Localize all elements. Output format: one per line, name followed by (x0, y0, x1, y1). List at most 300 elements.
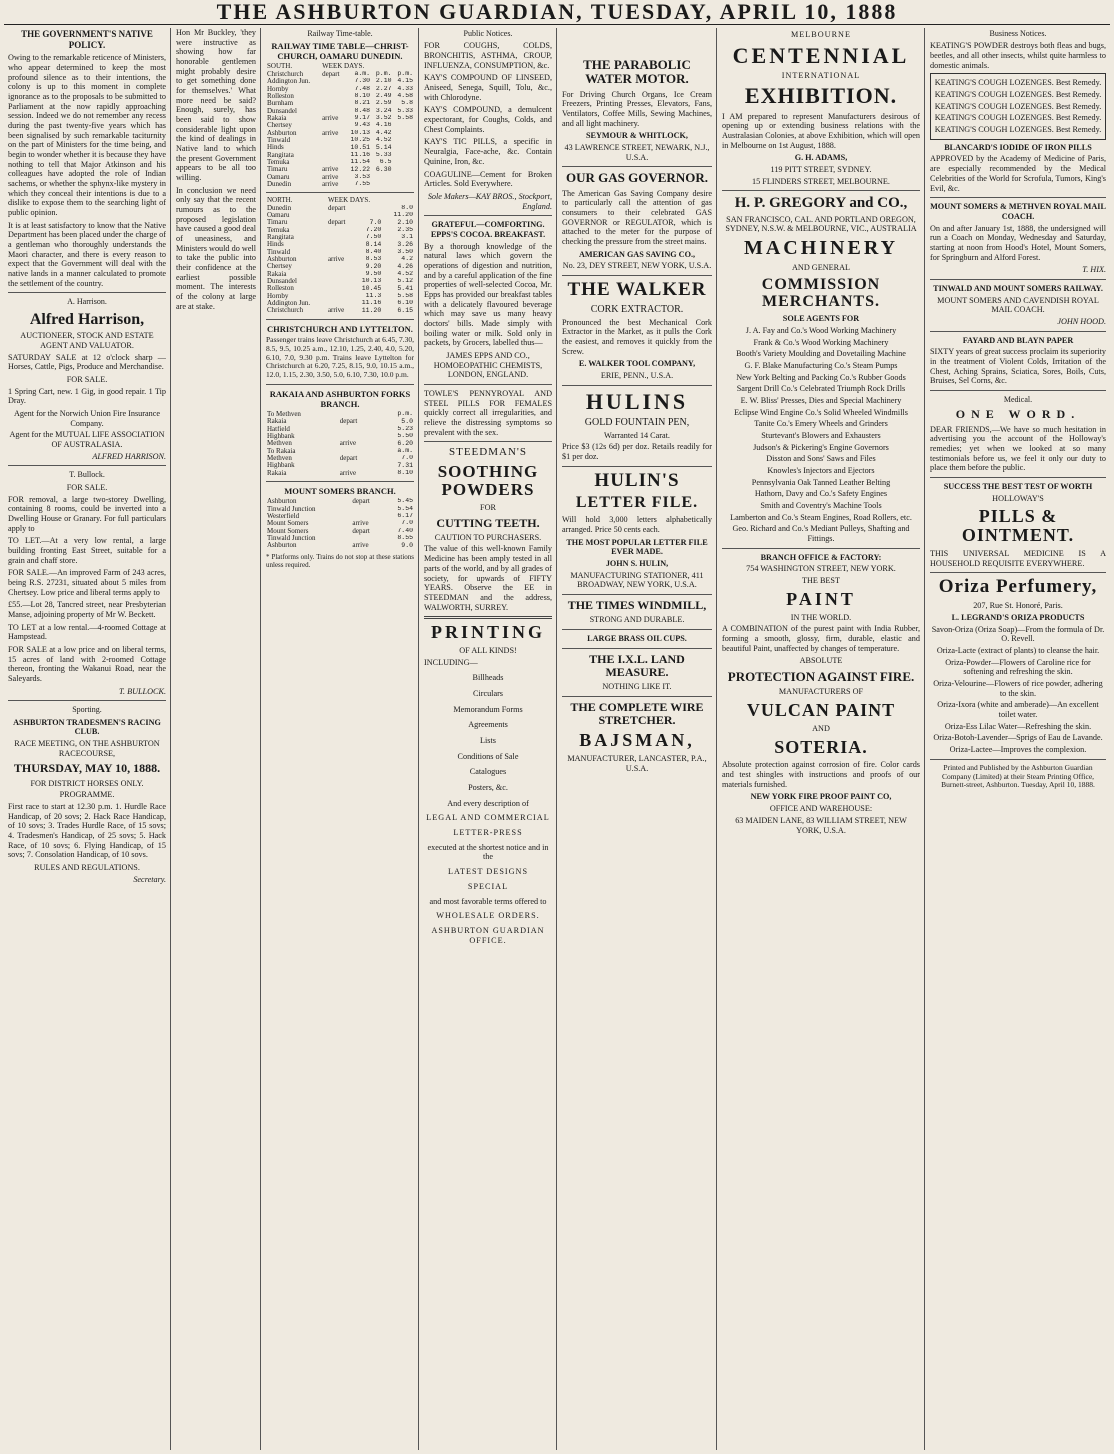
race-subtitle: FOR DISTRICT HORSES ONLY. (30, 778, 144, 788)
timetable-row (266, 440, 414, 447)
timetable-cell (393, 137, 415, 144)
station-name: Tinwald Junction (267, 534, 316, 542)
advert-section-heading: A. Harrison. (67, 297, 107, 307)
station-name: Addington Jun. (267, 300, 311, 308)
timetable-cell: depart (327, 219, 346, 227)
bullock-advert: TO LET at a low rental.—4-roomed Cottage at Hampstead. (8, 622, 166, 642)
agents-heading: SOLE AGENTS FOR (782, 314, 860, 324)
oriza-item: Oriza-Ess Lilac Water—Refreshing the skin. (944, 721, 1092, 731)
timetable-row (266, 71, 414, 78)
gas-governor-signature: AMERICAN GAS SAVING CO., (578, 249, 696, 259)
timetable-cell (393, 152, 415, 159)
timetable-cell: 3.50 (397, 248, 413, 255)
somers-title: MOUNT SOMERS BRANCH. (284, 486, 396, 497)
station-name: Rakaia (267, 270, 287, 278)
station-name: Rakaia (267, 418, 287, 426)
windmill-subtitle: STRONG AND DURABLE. (589, 615, 685, 625)
public-notices-heading: Public Notices. (463, 29, 513, 38)
agent-line: Disston and Sons' Saws and Files (766, 454, 876, 464)
timetable-head: SOUTH. (267, 63, 293, 71)
oriza-item: Oriza-Lacte (extract of plants) to cleanse the hair. (936, 646, 1100, 655)
timetable-cell: 5.58 (397, 292, 413, 300)
timetable-cell (327, 263, 353, 270)
timetable-row (266, 307, 414, 314)
windmill-title: THE TIMES WINDMILL, (567, 598, 707, 613)
timetable-cell: 3.1 (401, 234, 413, 241)
oriza-item: Savon-Oriza (Oriza Soap)—From the formula of Dr. O. Revell. (931, 624, 1105, 644)
station-name: Rakaia (267, 469, 287, 477)
branch-address: 754 WASHINGTON STREET, NEW YORK. (746, 564, 896, 574)
timetable-cell: 4.58 (397, 92, 413, 100)
parabolic-body: For Driving Church Organs, Ice Cream Freezers, Printing Presses, Elevators, Fans, Ventilators, Coffee Mills, Sewing Machines, and all light machinery. (562, 89, 712, 128)
timetable-cell: 6.30 (375, 166, 392, 173)
timetable-cell: depart (327, 204, 346, 212)
oriza-address: 207, Rue St. Honoré, Paris. (973, 601, 1063, 611)
alfred-harrison-agent-mutual: Agent for the MUTUAL LIFE ASSOCIATION OF AUSTRALASIA. (9, 430, 165, 450)
station-name: Tinwald (267, 136, 291, 144)
printing-latest: LATEST DESIGNS (447, 867, 529, 877)
timetable-row (266, 93, 414, 100)
timetable-row (266, 152, 414, 159)
timetable-cell: arrive (352, 542, 369, 550)
ixl-subtitle: NOTHING LIKE IT. (602, 681, 672, 691)
gas-governor-title: OUR GAS GOVERNOR. (566, 170, 708, 186)
hulins-file-signature: JOHN S. HULIN, (605, 559, 669, 569)
commission-title: COMMISSION MERCHANTS. (761, 275, 881, 310)
timetable-cell: 7.0 (401, 455, 413, 462)
timetable-cell: 5.54 (397, 505, 413, 512)
timetable-cell: 5.58 (397, 114, 413, 122)
timetable-cell (327, 271, 353, 278)
blancard-body: APPROVED by the Academy of Medicine of Paris, are especially recommended by the Medical Celebrities of the World for Scrofula, Tumors, King's Evil, &c. (930, 154, 1106, 193)
timetable-cell (321, 93, 345, 100)
timetable-cell: arrive (352, 520, 369, 528)
exhibition-body: I AM prepared to represent Manufacturers desirous of opening up or extending business relations with the Australasian Colonies, at above Exhibition, which will open in Melbourne on 1st August, 1888. (722, 111, 920, 150)
protection-title: PROTECTION AGAINST FIRE. (727, 669, 915, 685)
station-name: Temuka (267, 226, 290, 234)
column-rule (260, 28, 261, 1450)
column-7 (926, 28, 1110, 1450)
timetable-cell: 11.3 (365, 292, 382, 300)
holloway-success: SUCCESS THE BEST TEST OF WORTH (943, 481, 1093, 491)
kay-advert: KAY'S COMPOUND OF LINSEED, Aniseed, Senega, Squill, Tolu, &c., with Chlorodyne. (424, 73, 552, 102)
timetable-row (266, 227, 414, 234)
walker-address: ERIE, PENN., U.S.A. (600, 371, 674, 381)
timetable-cell: a.m. (397, 447, 413, 455)
paint-best: THE BEST (802, 576, 840, 586)
timetable-row (266, 130, 414, 137)
timetable-cell (351, 513, 384, 520)
timetable-cell (351, 535, 384, 542)
timetable-cell: 3.53 (354, 173, 371, 180)
kay-advert: COAGULINE—Cement for Broken Articles. Sold Everywhere. (424, 169, 552, 189)
agent-line: Geo. Richard and Co.'s Mediant Pulleys, Shafting and Fittings. (732, 524, 910, 544)
printing-item: Posters, &c. (468, 783, 508, 793)
holloway-title: PILLS & OINTMENT. (961, 506, 1075, 546)
timetable-cell (339, 426, 379, 433)
timetable-cell: 6.20 (397, 440, 413, 447)
timetable-cell: 9.20 (365, 263, 382, 270)
timetable-cell: 4.15 (397, 78, 413, 85)
tinwald-title: TINWALD AND MOUNT SOMERS RAILWAY. (933, 283, 1103, 293)
race-date: THURSDAY, MAY 10, 1888. (13, 761, 161, 776)
hulins-file-title: HULIN'S (594, 469, 680, 491)
kay-signature: Sole Makers—KAY BROS., Stockport, England. (427, 191, 552, 211)
timetable-row (266, 122, 414, 129)
general-label: AND GENERAL (792, 263, 850, 273)
printing-item: Conditions of Sale (457, 751, 519, 761)
race-programme-body: First race to start at 12.30 p.m. 1. Hurdle Race Handicap, of 20 sovs; 2. Hack Race Handicap, of 10 sovs; 3. Trades Hurdle Race, of 15 sovs; 4. Tradesmen's Handicap, of 25 sovs; 5. Hack Race, of 10 sovs; 6. Flying Handicap, of 15 sovs; 7. Consolation Handicap, of 10 sovs. (8, 801, 166, 860)
timetable-cell: 4.52 (397, 270, 413, 278)
timetable-row (266, 520, 414, 527)
station-name: Rakaia (267, 114, 287, 122)
timetable-rakaia (266, 411, 414, 477)
station-name: Addington Jun. (267, 78, 311, 86)
agent-line: Eclipse Wind Engine Co.'s Solid Wheeled Windmills (734, 407, 908, 417)
gregory-cities: SAN FRANCISCO, CAL. AND PORTLAND OREGON, SYDNEY, N.S.W. & MELBOURNE, VIC., AUSTRALIA (725, 214, 917, 234)
timetable-row (266, 144, 414, 151)
masthead-title: THE ASHBURTON GUARDIAN, TUESDAY, APRIL 10, 1888 (216, 0, 898, 24)
timetable-cell: 8.14 (365, 241, 382, 248)
printing-item: Circulars (472, 689, 503, 699)
timetable-row (266, 137, 414, 144)
agent-line: Lamberton and Co.'s Steam Engines, Road Rollers, etc. (730, 512, 912, 522)
parabolic-title: THE PARABOLIC WATER MOTOR. (583, 57, 691, 87)
timetable-cell: 8.0 (401, 204, 413, 211)
editorial-paragraph: Hon Mr Buckley, 'they were instructive as showing how far honorable gentlemen might probably desire to get something done for themselves.' What more need be said? Enough, surely, has been said to show considerable light upon the kind of dealings in Native land to which the present Government appears to be all too willing. (176, 28, 256, 183)
timetable-row (266, 159, 414, 166)
branch-heading: BRANCH OFFICE & FACTORY: (760, 552, 882, 562)
timetable-cell: 5.45 (397, 498, 413, 505)
alfred-harrison-agent: Agent for the Norwich Union Fire Insurance Company. (14, 409, 160, 428)
alfred-harrison-trade: AUCTIONEER, STOCK AND ESTATE AGENT AND VALUATOR. (20, 331, 154, 351)
imprint-footer: Printed and Published by the Ashburton Guardian Company (Limited) at their Steam Printing Office, Burnett-street, Ashburton. Tuesday, April 10, 1888. (941, 762, 1095, 790)
centennial-title: CENTENNIAL (732, 42, 910, 68)
timetable-cell: 4.16 (375, 122, 392, 129)
timetable-cell (351, 506, 384, 513)
agent-line: J. A. Fay and Co.'s Wood Working Machinery (745, 326, 897, 336)
timetable-row (266, 455, 414, 462)
timetable-cell: 5.41 (397, 285, 413, 292)
printing-executed: executed at the shortest notice and in the (427, 842, 549, 862)
timetable-footnote: * Platforms only. Trains do not stop at these stations unless required. (266, 552, 414, 569)
timetable-cell: 7.0 (369, 219, 382, 226)
masthead (0, 0, 1114, 24)
timetable-row (266, 535, 414, 542)
agent-line: Frank & Co.'s Wood Working Machinery (753, 337, 889, 347)
column-rule (924, 28, 925, 1450)
alfred-harrison-forsale: FOR SALE. (66, 375, 108, 385)
station-name: Chertsey (267, 263, 292, 271)
timetable-row (266, 411, 414, 418)
timetable-cell: 9.50 (365, 270, 382, 278)
station-name: Timaru (267, 166, 288, 174)
paint-title: PAINT (786, 588, 856, 609)
bullock-signature: T. BULLOCK. (119, 686, 166, 696)
station-name: Highbank (267, 462, 295, 470)
timetable-row (266, 433, 414, 440)
station-name: Ashburton (267, 542, 297, 550)
ny-fireproof-address: 63 MAIDEN LANE, 83 WILLIAM STREET, NEW YORK, U.S.A. (735, 815, 907, 835)
timetable-cell: 6.17 (397, 512, 413, 520)
printing-wholesale: WHOLESALE ORDERS. (436, 911, 540, 921)
timetable-row (266, 462, 414, 469)
coach-title: MOUNT SOMERS & METHVEN ROYAL MAIL COACH. (930, 202, 1106, 221)
oriza-title: Oriza Perfumery, (938, 576, 1098, 598)
agent-line: Sargent Drill Co.'s Celebrated Triumph Rock Drills (736, 384, 906, 394)
timetable-row (266, 278, 414, 285)
newspaper-page (4, 28, 1110, 1450)
timetable-cell: p.m. (397, 411, 413, 418)
timetable-row (266, 418, 414, 425)
timetable-row (266, 448, 414, 455)
timetable-cell: depart (352, 498, 370, 506)
timetable-cell: 8.10 (354, 92, 371, 100)
walker-subtitle: CORK EXTRACTOR. (590, 303, 684, 315)
printing-office: ASHBURTON GUARDIAN OFFICE. (431, 925, 545, 945)
adams-address: 119 PITT STREET, SYDNEY. (770, 164, 872, 174)
timetable-cell (327, 285, 353, 292)
timetable-cell (327, 227, 353, 234)
coach-body: On and after January 1st, 1888, the undersigned will run a Coach on Monday, Wednesday and Saturday, starting at noon from Hood's Hotel, Mount Somers, for Springburn and Alford Forest. (930, 223, 1106, 262)
timetable-cell: arrive (322, 173, 339, 181)
timetable-row (266, 249, 414, 256)
ny-fireproof-name: NEW YORK FIRE PROOF PAINT CO, (750, 792, 892, 802)
race-meeting: RACE MEETING, ON THE ASHBURTON RACECOURSE, (14, 739, 160, 758)
timetable-cell: depart (339, 455, 358, 463)
timetable-head: NORTH. (267, 197, 293, 205)
timetable-cell (353, 205, 382, 212)
gas-governor-address: No. 23, DEY STREET, NEW YORK, U.S.A. (562, 261, 712, 271)
printing-item: Lists (480, 736, 496, 746)
timetable-cell (321, 122, 345, 129)
business-notices-heading: Business Notices. (989, 29, 1047, 38)
hulins-subtitle: GOLD FOUNTAIN PEN, (584, 416, 690, 428)
lyttelton-body: Passenger trains leave Christchurch at 6.45, 7.30, 8.5, 9.5, 10.25 a.m., 12.10, 1.25, 2.40, 4.0, 5.20, 6.10, 7.0, 9.30 p.m. Trains leave Lyttelton for Christchurch at 6.20, 7.25, 8.15, 9.0, 10.15 a.m., 12.0, 1.15, 2.30, 3.50, 5.0, 6.10, 7.30, 10.0 p.m. (266, 334, 414, 380)
race-programme: PROGRAMME. (59, 790, 115, 800)
oriza-item: Oriza-Powder—Flowers of Caroline rice for softening and refreshing the skin. (945, 657, 1091, 677)
station-name: Methven (267, 440, 292, 448)
timetable-cell: 4.42 (375, 129, 392, 136)
timetable-cell (321, 137, 345, 144)
editorial-paragraph: Owing to the remarkable reticence of Ministers, who appear determined to keep the most profound silence as to their intentions, the colony is up to this moment in complete ignorance as to the proposals to be submitted to Parliament at the now rapidly approaching session. Indeed we do not remember any recess during the past twenty-five years which has been signalised by such remarkable taciturnity on the part of Ministers for the time being, and begin to wonder whether it is because they have nothing to tell that Major Atkinson and his colleagues have adopted the role of Indian sachems, or whether the sphynx-like mystery in which they conceal their intentions is due to a dislike to expose them to the searching light of public opinion. (8, 53, 166, 217)
oriza-legrand: L. LEGRAND'S ORIZA PRODUCTS (951, 612, 1085, 622)
column-rule (170, 28, 171, 1450)
steedman-title: SOOTHING POWDERS (437, 462, 539, 500)
timetable-cell (371, 181, 392, 188)
oriza-list (930, 625, 1106, 755)
agent-line: Judson's & Pickering's Engine Governors (753, 442, 889, 452)
station-name: Ashburton (267, 498, 297, 506)
timetable-cell (393, 122, 415, 129)
station-name: Hinds (267, 241, 284, 249)
holloway-body: THIS UNIVERSAL MEDICINE IS A HOUSEHOLD REQUISITE EVERYWHERE. (930, 549, 1106, 568)
hulins-file-body: Will hold 3,000 letters alphabetically arranged. Price 50 cents each. (562, 515, 712, 535)
timetable-cell: arrive (339, 469, 357, 477)
timetable-cell (339, 448, 379, 455)
agent-line: New York Belting and Packing Co.'s Rubber Goods (736, 372, 906, 382)
timetable-cell (393, 174, 415, 181)
timetable-cell: 2.10 (397, 219, 413, 226)
station-name: Dunedin (267, 204, 292, 212)
timetable-row (266, 108, 414, 115)
walker-title: THE WALKER (567, 278, 707, 300)
station-name: Rangitata (267, 151, 294, 159)
timetable-row (266, 241, 414, 248)
timetable-cell: 2.59 (375, 100, 392, 107)
timetable-cell: 3.52 (375, 114, 392, 122)
timetable-cell: p.m. (397, 70, 413, 78)
column-4 (420, 28, 556, 1450)
steedman-body: The value of this well-known Family Medicine has been amply tested in all parts of the world, and by all grades of society, for upwards of FIFTY YEARS. Observe the EE in STEEDMAN and the address, WALWORTH, SURREY. (424, 544, 552, 612)
timetable-cell: 7.55 (354, 180, 371, 188)
timetable-cell: 2.27 (375, 85, 392, 92)
timetable-row (266, 271, 414, 278)
hulins-title: HULINS (585, 388, 689, 414)
bullock-advert: FOR SALE.—An improved Farm of 243 acres, being R.S. 27231, situated about 5 miles from Chertsey. Low price and liberal terms apply to (8, 568, 166, 597)
epps-body: By a thorough knowledge of the natural laws which govern the operations of digestion and nutrition, and by a careful application of the fine properties of well-selected Cocoa, Mr. Epps has provided our breakfast tables with a delicately flavoured beverage which may save us many heavy doctors' bills. Made simply with boiling water or milk. Sold only in packets, by Grocers, labelled thus— (424, 241, 552, 348)
station-name: Hornby (267, 292, 289, 300)
timetable-cell (393, 166, 415, 173)
holloway-name: HOLLOWAY'S (992, 493, 1044, 503)
timetable-cell: 8.53 (365, 256, 382, 263)
wire-stretcher-title: THE COMPLETE WIRE STRETCHER. (570, 699, 704, 727)
kay-advert: KAY'S TIC PILLS, a specific in Neuralgia, Face-ache, &c. Contain Quinine, Iron, &c. (424, 137, 552, 166)
timetable-row (266, 542, 414, 549)
timetable-cell (321, 152, 345, 159)
bullock-advert: FOR SALE at a low price and on liberal terms, 15 acres of land with 2-roomed Cottage thereon, fronting the Wakanui Road, near the Saleyards. (8, 644, 166, 683)
railway-timetable-title: RAILWAY TIME TABLE—CHRIST-CHURCH, OAMARU DUNEDIN. (271, 41, 409, 62)
timetable-cell (339, 433, 379, 440)
timetable-cell (371, 174, 392, 181)
timetable-cell (321, 78, 345, 85)
vulcan-manufacturers: MANUFACTURERS OF (778, 687, 864, 697)
timetable-cell: 7.40 (397, 527, 413, 534)
bullock-advert: TO LET.—At a very low rental, a large building fronting East Street, suitable for a grain and chaff store. (8, 536, 166, 565)
timetable-cell: 5.33 (397, 107, 413, 114)
timetable-cell: 6.15 (397, 307, 413, 314)
timetable-row (266, 212, 414, 219)
bajsman-title: BAJSMAN, (579, 730, 695, 751)
brass-oil-title: LARGE BRASS OIL CUPS. (587, 633, 687, 643)
timetable-cell: 4.52 (375, 136, 392, 144)
station-name: Temuka (267, 158, 290, 166)
rakaia-title: RAKAIA AND ASHBURTON FORKS BRANCH. (269, 389, 411, 410)
steedman-brand: STEEDMAN'S (449, 446, 527, 459)
station-name: Rangitata (267, 234, 294, 242)
station-name: Hatfield (267, 425, 290, 433)
gas-governor-body: The American Gas Saving Company desire to particularly call the attention of gas consumers to their celebrated GAS GOVERNOR or REGULATOR, which is attached to the meter for the purpose of checking the pressure from the street mains. (562, 188, 712, 246)
station-name: Timaru (267, 219, 288, 227)
timetable-cell (327, 278, 353, 285)
timetable-cell: arrive (322, 166, 339, 174)
epps-signature: JAMES EPPS AND CO., HOMOEOPATHIC CHEMISTS, LONDON, ENGLAND. (433, 350, 543, 380)
machinery-title: MACHINERY (743, 237, 899, 260)
race-club: ASHBURTON TRADESMEN'S RACING CLUB. (13, 717, 161, 737)
station-name: Rolleston (267, 285, 294, 293)
timetable-cell: depart (322, 70, 340, 78)
station-name: Dunedin (267, 180, 292, 188)
timetable-cell: 9.17 (354, 114, 371, 122)
vulcan-title: VULCAN PAINT (746, 700, 896, 721)
timetable-cell: depart (339, 418, 358, 426)
station-name: Dunsandel (267, 107, 297, 115)
timetable-cell: 8.40 (365, 248, 382, 255)
printing-title: PRINTING (430, 622, 545, 643)
timetable-cell (353, 212, 382, 219)
oriza-item: Oriza-Ixora (white and amberade)—An excellent toilet water. (937, 700, 1099, 720)
timetable-row (266, 506, 414, 513)
timetable-cell (321, 86, 345, 93)
printing-subtitle: OF ALL KINDS! (459, 646, 517, 656)
timetable-row (266, 528, 414, 535)
station-name: Westerfield (267, 512, 300, 520)
paint-body: A COMBINATION of the purest paint with India Rubber, forming a smooth, glossy, firm, durable, elastic and beautiful Paint, unaffected by changes of temperature. (722, 624, 920, 653)
timetable-cell: 11.20 (393, 212, 413, 219)
timetable-head: WEEK DAYS. (327, 197, 371, 205)
timetable-cell: 5.0 (401, 418, 413, 425)
timetable-cell: arrive (327, 307, 345, 315)
kay-advert: KAY'S COMPOUND, a demulcent expectorant, for Coughs, Colds, and Chest Complaints. (424, 105, 552, 134)
keating-lozenge-line: KEATING'S COUGH LOZENGES. Best Remedy. (934, 90, 1102, 100)
printing-item: Billheads (472, 673, 504, 683)
ny-fireproof-office: OFFICE AND WAREHOUSE: (769, 804, 873, 814)
station-name: Mount Somers (267, 527, 309, 535)
station-name: Tinwald Junction (267, 505, 316, 513)
station-name: Hornby (267, 85, 289, 93)
agent-line: E. W. Bliss' Presses, Dies and Special Machinery (740, 396, 902, 406)
timetable-cell: 5.8 (401, 100, 413, 107)
keating-lozenge-line: KEATING'S COUGH LOZENGES. Best Remedy. (934, 125, 1102, 135)
keating-lozenge-line: KEATING'S COUGH LOZENGES. Best Remedy. (934, 113, 1102, 123)
masthead-rule (4, 24, 1110, 25)
protection-absolute: ABSOLUTE (799, 656, 843, 666)
fayard-title: FAYARD AND BLAYN PAPER (962, 335, 1074, 345)
timetable-row (266, 263, 414, 270)
timetable-cell: 11.54 (350, 158, 371, 166)
hulins-file-popular: THE MOST POPULAR LETTER FILE EVER MADE. (566, 537, 708, 557)
printing-including: INCLUDING— (424, 657, 478, 667)
hulins-file-subtitle: LETTER FILE. (575, 493, 699, 511)
printing-item: Catalogues (469, 767, 507, 777)
one-word-body: DEAR FRIENDS,—We have so much hesitation in advertising you the account of the Holloway's remedies; yet when we looked at so many testimonials before us, we feel it only our duty to place them before the public. (930, 424, 1106, 473)
timetable-cell: 2.35 (397, 226, 413, 233)
exhibition-title: EXHIBITION. (744, 83, 898, 109)
bullock-forsale: FOR SALE. (66, 482, 108, 492)
hulins-file-address: MANUFACTURING STATIONER, 411 BROADWAY, NEW YORK, U.S.A. (570, 570, 704, 590)
walker-signature: E. WALKER TOOL COMPANY, (578, 359, 696, 369)
timetable-row (266, 426, 414, 433)
printing-letterpress: LETTER-PRESS (453, 828, 523, 838)
timetable-row (266, 498, 414, 505)
timetable-cell: 9.0 (401, 542, 413, 549)
timetable-cell: 10.25 (350, 136, 371, 144)
timetable-row (266, 219, 414, 226)
hulins-warranted: Warranted 14 Carat. (604, 430, 670, 440)
timetable-cell (327, 241, 353, 248)
keating-lozenge-line: KEATING'S COUGH LOZENGES. Best Remedy. (934, 101, 1102, 111)
printing-legal: LEGAL AND COMMERCIAL (426, 813, 550, 823)
one-word-title: ONE WORD. (955, 407, 1081, 422)
timetable-cell (327, 249, 353, 256)
timetable-cell: 5.23 (397, 425, 413, 433)
timetable-cell (393, 181, 415, 188)
gregory-title: H. P. GREGORY and CO., (734, 195, 908, 212)
timetable-row (266, 293, 414, 300)
station-name: Christchurch (267, 307, 304, 315)
timetable-row (266, 100, 414, 107)
bullock-advert: FOR removal, a large two-storey Dwelling, containing 8 rooms, could be inverted into a Dwelling House or Granary. For full particulars apply to (8, 494, 166, 533)
